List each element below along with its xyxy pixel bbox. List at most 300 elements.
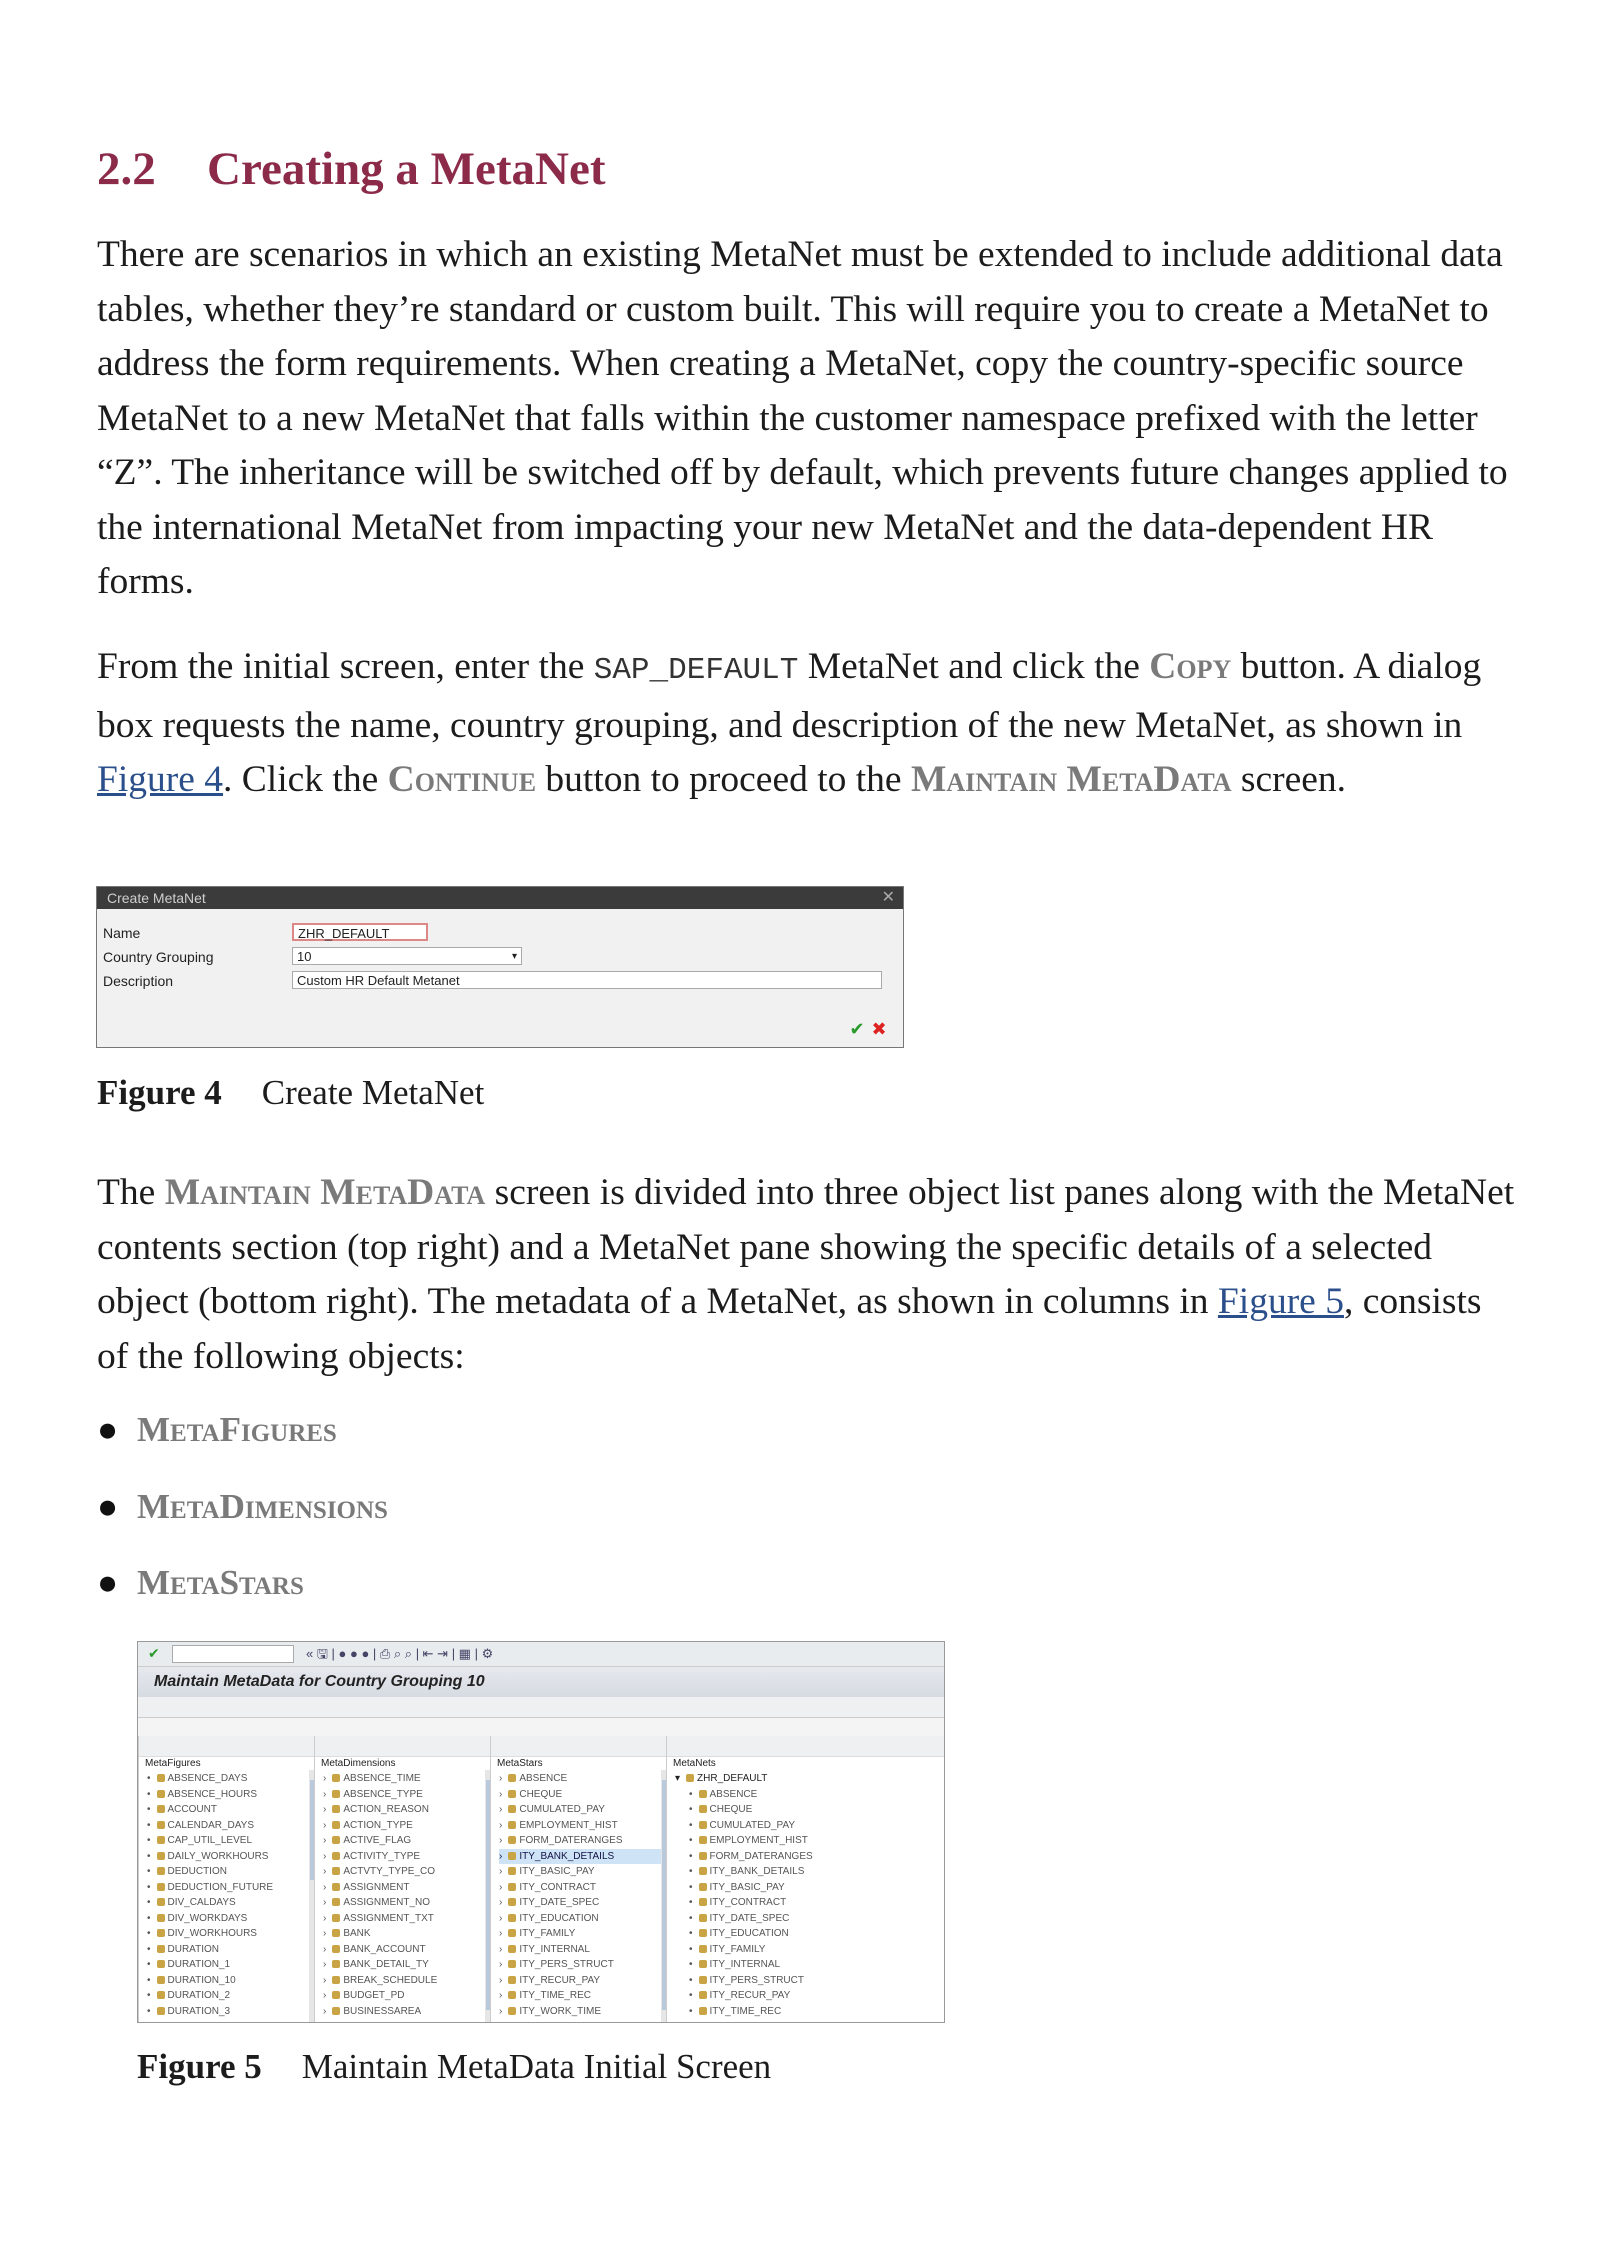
list-item-label: DAILY_WORKHOURS: [167, 1850, 269, 1862]
command-field[interactable]: [172, 1645, 294, 1663]
list-item[interactable]: [147, 1880, 319, 1896]
figure-5-caption: [137, 2047, 771, 2087]
list-item[interactable]: [499, 1833, 671, 1849]
list-item[interactable]: [675, 1911, 945, 1927]
enter-check-icon[interactable]: ✔: [148, 1645, 160, 1661]
chevron-right-icon: ›: [323, 1912, 327, 1924]
cancel-x-icon[interactable]: ✖: [871, 1019, 887, 1039]
bullet-item: [97, 1563, 304, 1603]
bullet-item: [97, 1487, 388, 1527]
object-icon: [699, 1836, 707, 1844]
list-item[interactable]: [147, 2004, 319, 2020]
object-icon: [699, 1976, 707, 1984]
list-item-label: ASSIGNMENT_NO: [343, 1897, 431, 1908]
bullet-icon: •: [689, 1819, 693, 1831]
object-icon: [699, 1914, 707, 1922]
bullet-icon: •: [689, 2005, 693, 2017]
list-item[interactable]: [499, 1864, 671, 1880]
bullet-icon: •: [689, 1835, 693, 1846]
list-item[interactable]: [147, 1957, 319, 1973]
bullet-metafigures: MetaFigures: [137, 1410, 337, 1449]
list-item[interactable]: [499, 1973, 671, 1989]
ui-term-maintain-metadata: Maintain MetaData: [910, 759, 1232, 800]
object-icon: [157, 1991, 165, 1999]
list-item[interactable]: [499, 1895, 671, 1911]
text-span: . Click the: [223, 759, 388, 800]
object-icon: [699, 1821, 707, 1829]
object-icon: [699, 1867, 707, 1875]
paragraph-maintain-metadata: [97, 1166, 1517, 1384]
country-grouping-value: 10: [297, 949, 312, 964]
list-item[interactable]: [147, 1818, 319, 1834]
object-icon: [699, 1883, 707, 1891]
list-item-label: ITY_FAMILY: [709, 1943, 766, 1955]
chevron-right-icon: ›: [323, 1819, 327, 1831]
object-icon: [332, 2007, 340, 2015]
list-item-label: FORM_DATERANGES: [519, 1835, 623, 1846]
chevron-right-icon: ›: [323, 1943, 327, 1955]
bullet-icon: •: [689, 1974, 693, 1986]
chevron-right-icon: ›: [323, 1959, 327, 1970]
bullet-dot-icon: ●: [97, 1563, 119, 1602]
object-icon: [508, 1991, 516, 1999]
object-icon: [508, 1821, 516, 1829]
continue-check-icon[interactable]: ✔: [849, 1019, 865, 1039]
chevron-right-icon: ›: [323, 1881, 327, 1893]
bullet-icon: •: [147, 1881, 151, 1893]
list-item-label: ACTION_REASON: [343, 1804, 429, 1815]
list-item-label: ITY_PERS_STRUCT: [709, 1974, 804, 1986]
list-item-label: ITY_BASIC_PAY: [709, 1881, 785, 1893]
object-icon: [508, 1883, 516, 1891]
list-item-label: ITY_WORK_TIME: [519, 2005, 602, 2017]
list-item[interactable]: [147, 1926, 319, 1942]
object-icon: [157, 1852, 165, 1860]
list-item-label: ITY_CONTRACT: [709, 1897, 787, 1908]
figure-5-text: Maintain MetaData Initial Screen: [301, 2047, 772, 2086]
object-icon: [332, 1836, 340, 1844]
object-icon: [699, 1790, 707, 1798]
list-item-label: BREAK_SCHEDULE: [343, 1974, 438, 1986]
object-icon: [157, 1945, 165, 1953]
list-item-label: EMPLOYMENT_HIST: [519, 1819, 618, 1831]
list-item-label: BANK_DETAIL_TY: [343, 1959, 429, 1970]
chevron-right-icon: ›: [499, 1804, 503, 1815]
metadimensions-list: [315, 1771, 495, 2019]
chevron-right-icon: ›: [323, 1850, 327, 1862]
list-item-label: ITY_RECUR_PAY: [519, 1974, 601, 1986]
object-icon: [699, 1991, 707, 1999]
text-span: The: [97, 1172, 165, 1213]
object-icon: [332, 1945, 340, 1953]
list-item-label: CUMULATED_PAY: [709, 1819, 796, 1831]
bullet-icon: •: [147, 1943, 151, 1955]
object-icon: [508, 1898, 516, 1906]
figure-4-text: Create MetaNet: [261, 1073, 485, 1112]
list-item-label: EMPLOYMENT_HIST: [709, 1835, 808, 1846]
bullet-icon: •: [147, 1990, 151, 2001]
list-item-label: ITY_DATE_SPEC: [709, 1912, 790, 1924]
chevron-right-icon: ›: [323, 1974, 327, 1986]
object-icon: [332, 1867, 340, 1875]
object-icon: [157, 1883, 165, 1891]
close-icon[interactable]: ✕: [881, 889, 895, 906]
metanet-root[interactable]: [675, 1771, 945, 1787]
description-input[interactable]: Custom HR Default Metanet: [292, 971, 882, 989]
list-item-label: CALENDAR_DAYS: [167, 1819, 255, 1831]
list-item[interactable]: [499, 1926, 671, 1942]
chevron-right-icon: ›: [323, 1897, 327, 1908]
list-item-label: ITY_TIME_REC: [519, 1990, 592, 2001]
list-item-label: BUSINESSAREA: [343, 2005, 422, 2017]
label-country-grouping: Country Grouping: [103, 949, 214, 965]
list-item[interactable]: [323, 1771, 495, 1787]
object-icon: [508, 1805, 516, 1813]
list-item-label: ACTVTY_TYPE_CO: [343, 1866, 436, 1877]
label-name: Name: [103, 925, 141, 941]
object-icon: [157, 2007, 165, 2015]
bullet-icon: •: [147, 1959, 151, 1970]
list-item[interactable]: [147, 1895, 319, 1911]
text-span: screen is divided into three object list panes along with the MetaNet contents section (top right) and a MetaNet pane showing the specific details of a selected object (bottom right). The metadata of a MetaNet, as shown in columns in: [97, 1172, 1515, 1322]
pane-toolbar: [491, 1736, 671, 1757]
pane-header: MetaNets: [673, 1758, 716, 1769]
metanets-list: [667, 1771, 945, 2019]
chevron-right-icon: ›: [499, 1819, 503, 1831]
list-item-label: ITY_DATE_SPEC: [519, 1897, 600, 1908]
object-icon: [157, 1914, 165, 1922]
bullet-icon: •: [147, 1897, 151, 1908]
bullet-icon: •: [689, 1990, 693, 2001]
chevron-right-icon: ›: [499, 1773, 503, 1784]
bullet-icon: •: [147, 1804, 151, 1815]
object-icon: [508, 1960, 516, 1968]
object-icon: [332, 1929, 340, 1937]
list-item-label: ITY_BANK_DETAILS: [519, 1850, 615, 1862]
list-item[interactable]: [147, 1833, 319, 1849]
list-item-label: DURATION_3: [167, 2005, 231, 2017]
list-item[interactable]: [499, 1818, 671, 1834]
list-item[interactable]: [499, 1988, 671, 2004]
metastars-pane: [490, 1736, 671, 2022]
list-item-label: BANK: [343, 1928, 371, 1939]
object-icon: [332, 1914, 340, 1922]
object-icon: [508, 1774, 516, 1782]
chevron-right-icon: ›: [499, 1881, 503, 1893]
list-item-label: DIV_CALDAYS: [167, 1897, 236, 1908]
code-sap-default: SAP_DEFAULT: [593, 653, 799, 688]
list-item[interactable]: [499, 1787, 671, 1803]
dialog-title-bar: [97, 887, 903, 909]
list-item[interactable]: [499, 1942, 671, 1958]
screen-title: Maintain MetaData for Country Grouping 10: [138, 1667, 944, 1697]
country-grouping-select[interactable]: [292, 947, 522, 965]
object-icon: [332, 1883, 340, 1891]
list-item-label: ACTION_TYPE: [343, 1819, 413, 1831]
list-item[interactable]: [499, 1957, 671, 1973]
object-icon: [699, 1898, 707, 1906]
list-item[interactable]: [323, 1926, 495, 1942]
object-icon: [157, 1805, 165, 1813]
list-item[interactable]: [323, 1818, 495, 1834]
list-item-label: ACTIVE_FLAG: [343, 1835, 412, 1846]
bullet-dot-icon: ●: [97, 1410, 119, 1449]
list-item-label: ITY_EDUCATION: [519, 1912, 599, 1924]
object-icon: [332, 1774, 340, 1782]
metanets-pane: [666, 1736, 945, 2022]
list-item[interactable]: [675, 1864, 945, 1880]
bullet-icon: •: [147, 1788, 151, 1800]
chevron-right-icon: ›: [499, 1928, 503, 1939]
bullet-icon: •: [689, 1928, 693, 1939]
chevron-right-icon: ›: [499, 1959, 503, 1970]
list-item-label: CAP_UTIL_LEVEL: [167, 1835, 253, 1846]
list-item-label: BANK_ACCOUNT: [343, 1943, 426, 1955]
ui-term-copy: Copy: [1149, 646, 1232, 687]
chevron-right-icon: ›: [499, 2005, 503, 2017]
chevron-right-icon: ›: [499, 1912, 503, 1924]
list-item[interactable]: [499, 1911, 671, 1927]
bullet-icon: •: [147, 1928, 151, 1939]
list-item[interactable]: [147, 1787, 319, 1803]
list-item[interactable]: [675, 1957, 945, 1973]
bullet-icon: •: [689, 1866, 693, 1877]
list-item-label: ITY_BASIC_PAY: [519, 1866, 595, 1877]
pane-header: MetaFigures: [145, 1758, 201, 1769]
object-icon: [508, 1945, 516, 1953]
list-item[interactable]: [323, 1988, 495, 2004]
text-span: button to proceed to the: [536, 759, 911, 800]
object-icon: [157, 1821, 165, 1829]
object-icon: [332, 1898, 340, 1906]
dialog-title: Create MetaNet: [107, 890, 206, 906]
figure-5-number: Figure 5: [137, 2047, 262, 2086]
object-icon: [508, 1836, 516, 1844]
object-icon: [699, 1945, 707, 1953]
text-span: , consists of the following objects:: [97, 1281, 1482, 1377]
sap-toolbar: [138, 1642, 944, 1667]
list-item-label: CUMULATED_PAY: [519, 1804, 605, 1815]
text-span: From the initial screen, enter the: [97, 646, 594, 687]
list-item[interactable]: [675, 1849, 945, 1865]
list-item[interactable]: [675, 1895, 945, 1911]
list-item-label: DURATION_1: [167, 1959, 231, 1970]
figure-4-link[interactable]: Figure 4: [97, 759, 224, 800]
metanet-root-label: ZHR_DEFAULT: [697, 1773, 768, 1784]
toolbar-icons: « 🖫 | ● ● ● | ⎙ ⌕ ⌕ | ⇤ ⇥ | ▦ | ⚙: [306, 1646, 494, 1661]
maintain-metadata-screenshot: [137, 1641, 945, 2023]
list-item[interactable]: [499, 1849, 671, 1865]
bullet-icon: •: [689, 1897, 693, 1908]
list-item[interactable]: [675, 1988, 945, 2004]
list-item[interactable]: [675, 1833, 945, 1849]
list-item[interactable]: [675, 1787, 945, 1803]
ui-term-maintain-metadata-2: Maintain MetaData: [164, 1172, 486, 1213]
pane-toolbar: [667, 1736, 945, 1757]
list-item-label: ABSENCE_TIME: [343, 1773, 421, 1784]
object-icon: [699, 1805, 707, 1813]
list-item-label: CHEQUE: [709, 1804, 753, 1815]
object-icon: [332, 1976, 340, 1984]
list-item[interactable]: [147, 1771, 319, 1787]
object-icon: [157, 1976, 165, 1984]
list-item[interactable]: [323, 1911, 495, 1927]
section-number: 2.2: [97, 143, 156, 195]
pane-toolbar: [139, 1736, 319, 1757]
list-item-label: ITY_PERS_STRUCT: [519, 1959, 614, 1970]
bullet-icon: •: [147, 1819, 151, 1831]
list-item[interactable]: [147, 1864, 319, 1880]
pane-header: MetaDimensions: [321, 1758, 396, 1769]
figure-4-caption: [97, 1073, 484, 1113]
list-item[interactable]: [323, 1849, 495, 1865]
object-icon: [332, 1991, 340, 1999]
list-item[interactable]: [675, 2004, 945, 2020]
list-item-label: DURATION_10: [167, 1974, 236, 1986]
list-item[interactable]: [675, 1880, 945, 1896]
object-icon: [157, 1898, 165, 1906]
list-item[interactable]: [323, 2004, 495, 2020]
list-item-label: ITY_CONTRACT: [519, 1881, 597, 1893]
chevron-right-icon: ›: [499, 1866, 503, 1877]
text-span: button. A dialog box requests the name, country grouping, and description of the new MetaNet, as shown in: [97, 646, 1482, 746]
chevron-right-icon: ›: [499, 1990, 503, 2001]
object-icon: [699, 2007, 707, 2015]
bullet-icon: •: [147, 1835, 151, 1846]
list-item[interactable]: [675, 1802, 945, 1818]
list-item-label: ABSENCE_HOURS: [167, 1788, 257, 1800]
object-icon: [332, 1960, 340, 1968]
name-input[interactable]: ZHR_DEFAULT: [292, 923, 428, 941]
list-item[interactable]: [323, 1880, 495, 1896]
section-heading: [97, 142, 606, 196]
bullet-item: [97, 1410, 337, 1450]
chevron-right-icon: ›: [323, 2005, 327, 2017]
bullet-icon: •: [147, 1974, 151, 1986]
object-icon: [332, 1805, 340, 1813]
list-item-label: ABSENCE_DAYS: [167, 1773, 248, 1784]
list-item[interactable]: [323, 1787, 495, 1803]
bullet-icon: •: [689, 1788, 693, 1800]
chevron-right-icon: ›: [323, 1990, 327, 2001]
object-icon: [157, 1790, 165, 1798]
object-icon: [508, 2007, 516, 2015]
list-item[interactable]: [675, 1818, 945, 1834]
section-title: Creating a MetaNet: [207, 143, 606, 195]
list-item[interactable]: [675, 1973, 945, 1989]
label-description: Description: [103, 973, 174, 989]
chevron-right-icon: ›: [499, 1788, 503, 1800]
list-item[interactable]: [323, 1802, 495, 1818]
list-item-label: DURATION: [167, 1943, 219, 1955]
list-item[interactable]: [675, 1942, 945, 1958]
object-icon: [157, 1774, 165, 1782]
object-icon: [157, 1867, 165, 1875]
object-icon: [508, 1867, 516, 1875]
list-item-label: ITY_EDUCATION: [709, 1928, 789, 1939]
list-item-label: ITY_TIME_REC: [709, 2005, 782, 2017]
bullet-icon: •: [689, 1850, 693, 1862]
pane-header: MetaStars: [497, 1758, 543, 1769]
bullet-icon: •: [147, 1773, 151, 1784]
list-item-label: ABSENCE_TYPE: [343, 1788, 423, 1800]
paragraph-copy-instructions: [97, 640, 1517, 808]
list-item[interactable]: [147, 1849, 319, 1865]
chevron-right-icon: ›: [499, 1974, 503, 1986]
list-item-label: DEDUCTION_FUTURE: [167, 1881, 274, 1893]
object-icon: [332, 1852, 340, 1860]
chevron-right-icon: ›: [499, 1835, 503, 1846]
object-icon: [332, 1790, 340, 1798]
screen-icon-bar: [138, 1697, 944, 1718]
bullet-icon: •: [689, 1943, 693, 1955]
list-item[interactable]: [323, 1864, 495, 1880]
text-span: MetaNet and click the: [798, 646, 1150, 687]
list-item[interactable]: [499, 1880, 671, 1896]
metastars-list: [491, 1771, 671, 2019]
bullet-dot-icon: ●: [97, 1487, 119, 1526]
list-item-label: DURATION_2: [167, 1990, 231, 2001]
list-item[interactable]: [499, 1802, 671, 1818]
bullet-icon: •: [689, 1959, 693, 1970]
figure-4-number: Figure 4: [97, 1073, 222, 1112]
list-item-label: ABSENCE: [709, 1788, 758, 1800]
bullet-icon: •: [147, 1866, 151, 1877]
bullet-metastars: MetaStars: [137, 1563, 304, 1602]
chevron-right-icon: ›: [499, 1897, 503, 1908]
list-item-label: ITY_INTERNAL: [709, 1959, 781, 1970]
chevron-right-icon: ›: [323, 1866, 327, 1877]
list-item[interactable]: [323, 1942, 495, 1958]
list-item[interactable]: [147, 1911, 319, 1927]
list-item-label: CHEQUE: [519, 1788, 563, 1800]
list-item[interactable]: [323, 1833, 495, 1849]
chevron-down-icon: ▾: [675, 1773, 681, 1784]
chevron-right-icon: ›: [323, 1928, 327, 1939]
chevron-right-icon: ›: [323, 1835, 327, 1846]
pane-toolbar: [315, 1736, 495, 1757]
list-item[interactable]: [147, 1973, 319, 1989]
bullet-icon: •: [689, 1881, 693, 1893]
list-item-label: ABSENCE: [519, 1773, 568, 1784]
list-item[interactable]: [323, 1895, 495, 1911]
create-metanet-dialog: [96, 886, 904, 1048]
list-item-label: ACCOUNT: [167, 1804, 217, 1815]
list-item[interactable]: [675, 1926, 945, 1942]
list-item-label: DEDUCTION: [167, 1866, 227, 1877]
list-item-label: ASSIGNMENT: [343, 1881, 410, 1893]
list-item[interactable]: [323, 1973, 495, 1989]
object-icon: [508, 1852, 516, 1860]
chevron-right-icon: ›: [499, 1850, 503, 1862]
paragraph-intro: There are scenarios in which an existing MetaNet must be extended to include additional data tables, whether they’re standard or custom built. This will require you to create a MetaNet to address the form requirements. When creating a MetaNet, copy the country-specific source MetaNet to a new MetaNet that falls within the customer namespace prefixed with the letter “Z”. The inheritance will be switched off by default, which prevents future changes applied to the international MetaNet from impacting your new MetaNet and the data-dependent HR forms.: [97, 234, 1508, 602]
bullet-metadimensions: MetaDimensions: [137, 1487, 388, 1526]
object-icon: [157, 1929, 165, 1937]
list-item[interactable]: [147, 1942, 319, 1958]
list-item[interactable]: [499, 2004, 671, 2020]
list-item[interactable]: [147, 1988, 319, 2004]
list-item[interactable]: [147, 1802, 319, 1818]
list-item[interactable]: [499, 1771, 671, 1787]
chevron-right-icon: ›: [323, 1804, 327, 1815]
list-item[interactable]: [323, 1957, 495, 1973]
object-icon: [508, 1790, 516, 1798]
list-item-label: DIV_WORKDAYS: [167, 1912, 248, 1924]
figure-5-link[interactable]: Figure 5: [1217, 1281, 1344, 1322]
object-icon: [699, 1852, 707, 1860]
object-icon: [508, 1929, 516, 1937]
chevron-down-icon: ▾: [511, 951, 517, 962]
